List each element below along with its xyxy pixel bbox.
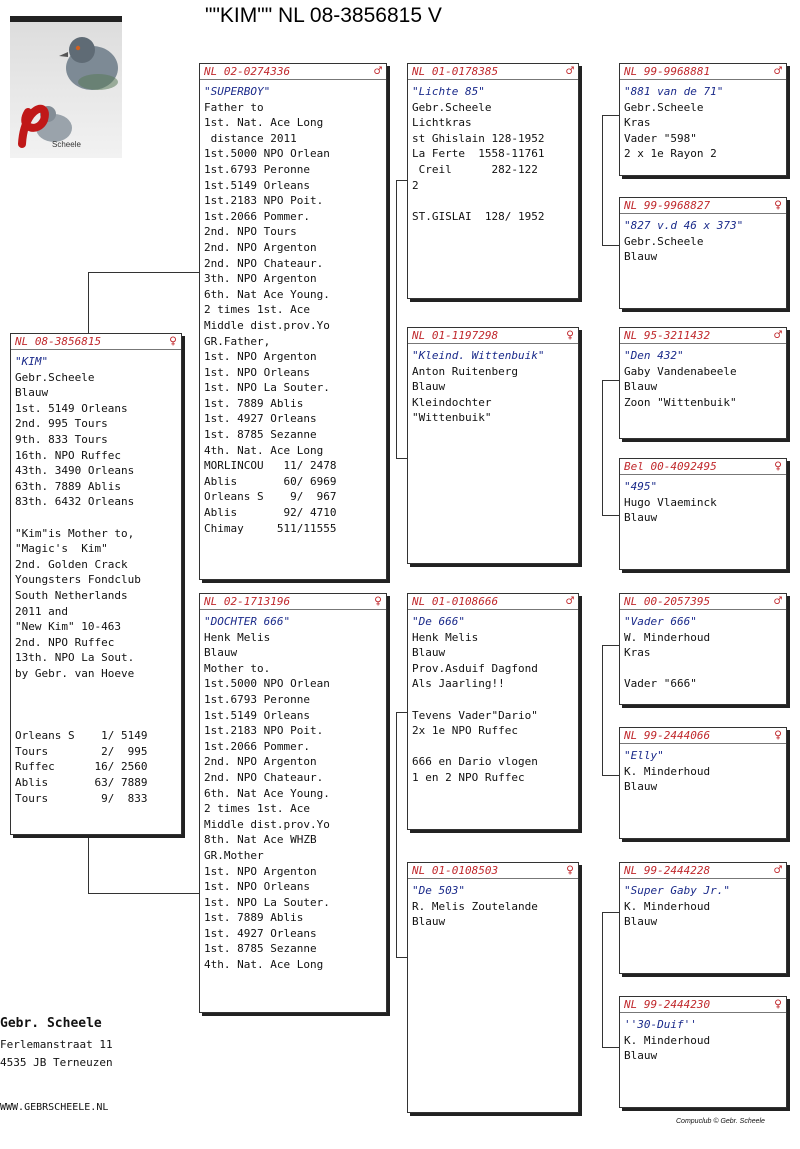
info-line: K. Minderhoud (624, 1033, 711, 1047)
info-line: Orleans S 1/ 5149 (15, 729, 148, 743)
info-line: distance 2011 (204, 131, 297, 145)
info-line: 1st.2066 Pommer. (204, 739, 310, 753)
info-line: st Ghislain 128-1952 (412, 131, 545, 145)
info-line: 1st.6793 Peronne (204, 162, 310, 176)
info-line: Chimay 511/11555 (204, 521, 337, 535)
pedigree-card-ff (407, 63, 579, 299)
info-line: Blauw (624, 380, 658, 394)
info-line: 43th. 3490 Orleans (15, 464, 135, 478)
info-line: 1st. 4927 Orleans (204, 926, 317, 940)
info-line: 2x 1e NPO Ruffec (412, 724, 518, 738)
ring-header (408, 594, 578, 610)
info-line: 1st.5000 NPO Orlean (204, 147, 330, 161)
ring-number: NL 01-0178385 (412, 65, 499, 78)
info-line: 1st. NPO Orleans (204, 880, 310, 894)
info-line: Vader "666" (624, 677, 697, 691)
info-line: 8th. Nat Ace WHZB (204, 833, 317, 847)
bird-name: "Super Gaby Jr." (624, 884, 730, 897)
info-line: Lichtkras (412, 116, 472, 130)
info-line: Henk Melis (204, 630, 271, 644)
info-line: Youngsters Fondclub (15, 573, 141, 587)
ring-header (200, 64, 386, 80)
sex-icon: ♀ (774, 728, 782, 743)
info-line: South Netherlands (15, 588, 128, 602)
bird-name: "SUPERBOY" (204, 85, 271, 98)
pedigree-card-mmm (619, 996, 787, 1108)
info-line: 2nd. Golden Crack (15, 557, 128, 571)
info-line: 1 en 2 NPO Ruffec (412, 770, 525, 784)
info-line: Ablis 63/ 7889 (15, 776, 148, 790)
info-line: Creil 282-122 (412, 162, 538, 176)
info-line: Kras (624, 646, 651, 660)
ring-number: NL 01-0108666 (412, 595, 499, 608)
info-line: "Kim"is Mother to, (15, 526, 135, 540)
info-line: Ablis 60/ 6969 (204, 474, 337, 488)
info-line: "Wittenbuik" (412, 411, 492, 425)
ring-header (620, 997, 786, 1013)
info-line: 1st.2183 NPO Poit. (204, 194, 324, 208)
info-line: Tevens Vader"Dario" (412, 708, 538, 722)
info-line: Henk Melis (412, 630, 479, 644)
info-line: Prov.Asduif Dagfond (412, 661, 538, 675)
info-line: 1st. 4927 Orleans (204, 412, 317, 426)
bird-name: "KIM" (15, 355, 49, 368)
sex-icon: ♂ (774, 594, 782, 609)
bird-name: "Lichte 85" (412, 85, 485, 98)
info-line: Kleindochter (412, 395, 492, 409)
pedigree-card-mfm (619, 727, 787, 839)
info-line: Gebr.Scheele (412, 100, 492, 114)
ring-number: NL 95-3211432 (624, 329, 711, 342)
breeder-city: 4535 JB Terneuzen (0, 1056, 113, 1069)
info-line: 4th. Nat. Ace Long (204, 958, 324, 972)
info-line: 9th. 833 Tours (15, 432, 108, 446)
info-line: 1st. Nat. Ace Long (204, 116, 324, 130)
pedigree-card-mm (407, 862, 579, 1113)
info-line: 1st.6793 Peronne (204, 692, 310, 706)
bird-name: ''30-Duif'' (624, 1018, 697, 1031)
ring-header (200, 594, 386, 610)
bird-name: "Kleind. Wittenbuik" (412, 349, 545, 362)
sex-icon: ♀ (169, 334, 177, 349)
info-line: 1st. 7889 Ablis (204, 911, 304, 925)
ring-header (620, 198, 786, 214)
sex-icon: ♂ (774, 64, 782, 79)
info-line: K. Minderhoud (624, 899, 711, 913)
info-line: Vader "598" (624, 131, 697, 145)
info-line: "New Kim" 10-463 (15, 620, 121, 634)
ring-number: NL 99-2444230 (624, 998, 711, 1011)
info-line: Orleans S 9/ 967 (204, 490, 337, 504)
info-line: 1st. NPO Argenton (204, 350, 317, 364)
info-line: 1st.2066 Pommer. (204, 209, 310, 223)
info-line: 83th. 6432 Orleans (15, 495, 135, 509)
info-line: ST.GISLAI 128/ 1952 (412, 209, 545, 223)
info-line: 1st.5000 NPO Orlean (204, 677, 330, 691)
info-line (620, 661, 786, 677)
bird-name: "Vader 666" (624, 615, 697, 628)
info-line (408, 193, 578, 209)
info-line: Ablis 92/ 4710 (204, 506, 337, 520)
info-line: Blauw (412, 915, 446, 929)
info-line: 1st. 8785 Sezanne (204, 942, 317, 956)
bird-name: "495" (624, 480, 658, 493)
info-line: Blauw (412, 646, 446, 660)
info-line: Blauw (412, 380, 446, 394)
info-line: 2nd. 995 Tours (15, 417, 108, 431)
info-line: 2 (412, 178, 419, 192)
info-line (11, 510, 181, 526)
info-line: Gaby Vandenabeele (624, 364, 737, 378)
info-line: 1st. NPO La Souter. (204, 895, 330, 909)
info-line: 2nd. NPO Tours (204, 225, 297, 239)
pedigree-card-father (199, 63, 387, 580)
sex-icon: ♀ (774, 459, 782, 474)
info-line: Mother to. (204, 661, 271, 675)
sex-icon: ♂ (374, 64, 382, 79)
info-line: 2nd. NPO Argenton (204, 240, 317, 254)
ring-header (620, 459, 786, 475)
info-line: 2nd. NPO Chateaur. (204, 770, 324, 784)
info-line (408, 692, 578, 708)
info-line: 2 times 1st. Ace (204, 303, 310, 317)
info-line: 1st. NPO La Souter. (204, 381, 330, 395)
sex-icon: ♂ (566, 64, 574, 79)
sex-icon: ♂ (566, 594, 574, 609)
info-line: 1st. NPO Argenton (204, 864, 317, 878)
info-line: Als Jaarling!! (412, 677, 505, 691)
info-line: Gebr.Scheele (624, 234, 704, 248)
info-line: 2011 and (15, 604, 68, 618)
info-line: Anton Ruitenberg (412, 364, 518, 378)
bird-name: "Den 432" (624, 349, 684, 362)
info-line: GR.Father, (204, 334, 271, 348)
info-line: Blauw (204, 646, 238, 660)
bird-name: "De 666" (412, 615, 465, 628)
info-line: Gebr.Scheele (15, 370, 95, 384)
info-line: 2nd. NPO Argenton (204, 755, 317, 769)
pigeon-logo-icon (10, 16, 122, 158)
bird-name: "881 van de 71" (624, 85, 724, 98)
info-line: Zoon "Wittenbuik" (624, 395, 737, 409)
pedigree-card-fmf (619, 327, 787, 439)
ring-number: NL 02-0274336 (204, 65, 291, 78)
info-line: by Gebr. van Hoeve (15, 666, 135, 680)
info-line: Blauw (15, 386, 49, 400)
info-line: 16th. NPO Ruffec (15, 448, 121, 462)
ring-number: NL 01-1197298 (412, 329, 499, 342)
info-line: Blauw (624, 250, 658, 264)
info-line: Tours 2/ 995 (15, 744, 148, 758)
ring-number: NL 02-1713196 (204, 595, 291, 608)
logo (10, 16, 122, 158)
copyright: Compuclub © Gebr. Scheele (676, 1118, 765, 1125)
bird-name: "827 v.d 46 x 373" (624, 219, 744, 232)
bird-name: "DOCHTER 666" (204, 615, 291, 628)
breeder-street: Ferlemanstraat 11 (0, 1038, 113, 1051)
info-line: 1st. 5149 Orleans (15, 401, 128, 415)
info-line: GR.Mother (204, 848, 264, 862)
pedigree-card-mmf (619, 862, 787, 974)
ring-header (620, 728, 786, 744)
info-line: Hugo Vlaeminck (624, 495, 717, 509)
info-line: 2 x 1e Rayon 2 (624, 147, 717, 161)
sex-icon: ♀ (374, 594, 382, 609)
info-line: Father to (204, 100, 264, 114)
info-line: 666 en Dario vlogen (412, 755, 538, 769)
ring-header (620, 328, 786, 344)
info-line: Middle dist.prov.Yo (204, 318, 330, 332)
pedigree-card-mff (619, 593, 787, 705)
info-line: 2 times 1st. Ace (204, 802, 310, 816)
ring-header (408, 64, 578, 80)
info-line (11, 713, 181, 729)
info-line: La Ferte 1558-11761 (412, 147, 545, 161)
logo-text: Scheele (52, 140, 81, 149)
bird-name: "De 503" (412, 884, 465, 897)
ring-header (408, 863, 578, 879)
info-line: 2nd. NPO Chateaur. (204, 256, 324, 270)
info-line: 1st. 8785 Sezanne (204, 428, 317, 442)
info-line: Gebr.Scheele (624, 100, 704, 114)
info-line: R. Melis Zoutelande (412, 899, 538, 913)
info-line: 1st.5149 Orleans (204, 708, 310, 722)
ring-number: NL 99-2444066 (624, 729, 711, 742)
info-line: 1st.2183 NPO Poit. (204, 724, 324, 738)
info-line: Blauw (624, 915, 658, 929)
pedigree-card-mother (199, 593, 387, 1013)
sex-icon: ♀ (566, 863, 574, 878)
website-link[interactable]: WWW.GEBRSCHEELE.NL (0, 1102, 109, 1113)
info-line: Blauw (624, 511, 658, 525)
info-line: 6th. Nat Ace Young. (204, 287, 330, 301)
ring-header (620, 64, 786, 80)
info-line: Middle dist.prov.Yo (204, 817, 330, 831)
info-line: 13th. NPO La Sout. (15, 651, 135, 665)
pedigree-card-fmm (619, 458, 787, 570)
breeder-name: Gebr. Scheele (0, 1016, 102, 1031)
info-line (11, 681, 181, 697)
ring-number: NL 99-9968827 (624, 199, 711, 212)
info-line: 1st. NPO Orleans (204, 365, 310, 379)
ring-number: NL 01-0108503 (412, 864, 499, 877)
info-line: Ruffec 16/ 2560 (15, 760, 148, 774)
info-line: 1st. 7889 Ablis (204, 396, 304, 410)
ring-header (620, 594, 786, 610)
ring-number: Bel 00-4092495 (624, 460, 717, 473)
info-line: MORLINCOU 11/ 2478 (204, 459, 337, 473)
info-line: 4th. Nat. Ace Long (204, 443, 324, 457)
pedigree-card-ffm (619, 197, 787, 309)
ring-header (11, 334, 181, 350)
pedigree-card-self (10, 333, 182, 835)
info-line (11, 697, 181, 713)
ring-header (408, 328, 578, 344)
sex-icon: ♀ (774, 997, 782, 1012)
ring-number: NL 00-2057395 (624, 595, 711, 608)
info-line: 6th. Nat Ace Young. (204, 786, 330, 800)
info-line: W. Minderhoud (624, 630, 711, 644)
ring-number: NL 99-2444228 (624, 864, 711, 877)
page-title: ""KIM"" NL 08-3856815 V (205, 4, 442, 27)
info-line: Blauw (624, 780, 658, 794)
info-line: Tours 9/ 833 (15, 791, 148, 805)
pedigree-card-fm (407, 327, 579, 564)
info-line: Kras (624, 116, 651, 130)
ring-number: NL 99-9968881 (624, 65, 711, 78)
info-line: "Magic's Kim" (15, 542, 108, 556)
info-line: 1st.5149 Orleans (204, 178, 310, 192)
info-line (408, 739, 578, 755)
sex-icon: ♀ (566, 328, 574, 343)
pedigree-card-fff (619, 63, 787, 176)
sex-icon: ♂ (774, 328, 782, 343)
info-line: 3th. NPO Argenton (204, 272, 317, 286)
info-line: K. Minderhoud (624, 764, 711, 778)
info-line: 2nd. NPO Ruffec (15, 635, 115, 649)
bird-name: "Elly" (624, 749, 664, 762)
ring-number: NL 08-3856815 (15, 335, 102, 348)
info-line: 63th. 7889 Ablis (15, 479, 121, 493)
sex-icon: ♀ (774, 198, 782, 213)
info-line: Blauw (624, 1049, 658, 1063)
sex-icon: ♂ (774, 863, 782, 878)
ring-header (620, 863, 786, 879)
pedigree-card-mf (407, 593, 579, 830)
